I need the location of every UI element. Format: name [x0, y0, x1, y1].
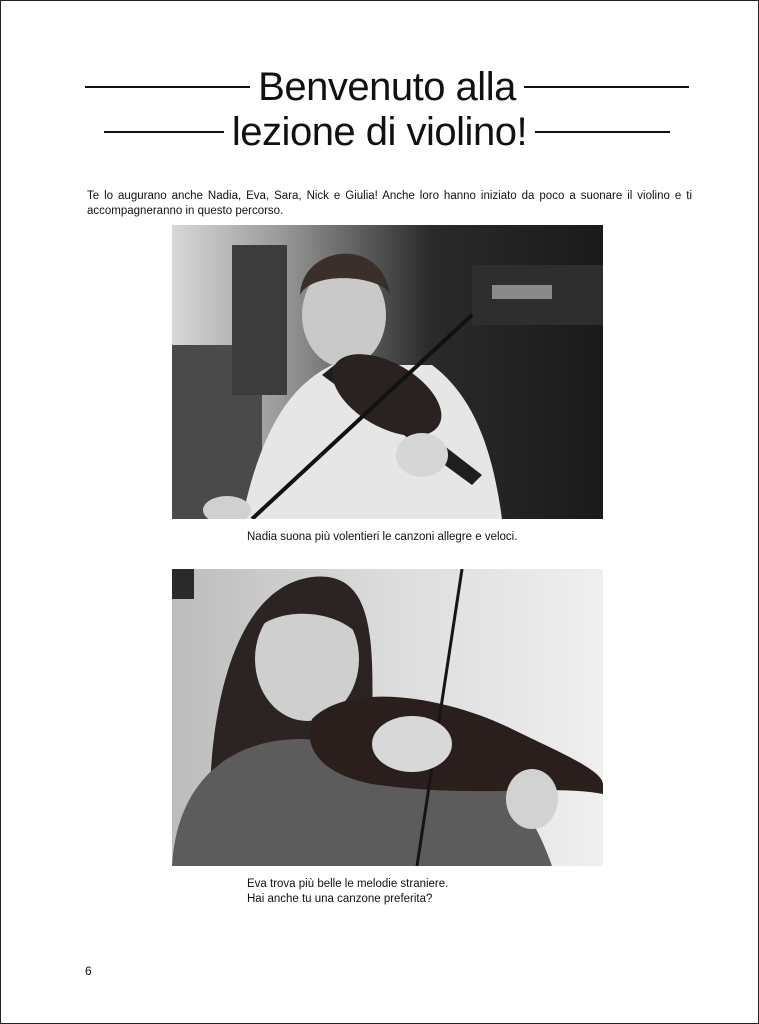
title-line-2	[85, 110, 689, 154]
photo-caption-eva-line-2: Hai anche tu una canzone preferita?	[247, 893, 433, 905]
photo-eva-playing-violin	[172, 569, 603, 866]
photo-caption-eva	[247, 877, 448, 907]
page-number: 6	[85, 964, 92, 978]
title-rule-left	[85, 86, 250, 88]
photo-nadia-image	[172, 225, 603, 519]
title-rule-left	[104, 131, 224, 133]
title-line-1	[85, 65, 689, 109]
title-rule-right	[535, 131, 670, 133]
title-rule-right	[524, 86, 689, 88]
page-title-line-2: lezione di violino!	[231, 110, 528, 154]
photo-eva-image	[172, 569, 603, 866]
photo-caption-nadia: Nadia suona più volentieri le canzoni allegre e veloci.	[247, 531, 518, 543]
photo-caption-eva-line-1: Eva trova più belle le melodie straniere.	[247, 878, 449, 890]
page-title-line-1: Benvenuto alla	[258, 65, 516, 109]
photo-nadia-playing-violin	[172, 225, 603, 519]
intro-paragraph: Te lo augurano anche Nadia, Eva, Sara, Nick e Giulia! Anche loro hanno iniziato da poco a suonare il violino e ti accompagneranno in questo percorso.	[87, 189, 692, 217]
